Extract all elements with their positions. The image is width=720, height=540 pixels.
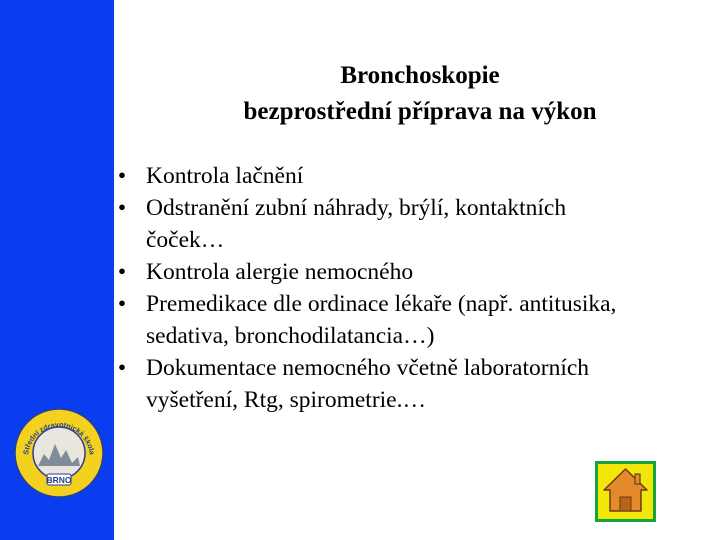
logo-ring-text: Střední zdravotnická škola [21,419,97,456]
bullet-list [112,160,712,416]
bullet-text-line: čoček… [146,227,225,253]
bullet-text-line: Premedikace dle ordinace lékaře (např. antitusika, [146,291,617,317]
bullet-dot: • [117,259,127,285]
bullet-item [112,192,712,256]
bullet-text-line: vyšetření, Rtg, spirometrie.… [146,387,426,413]
bullet-text-line: Dokumentace nemocného včetně laboratorních [146,355,590,381]
bullet-text-line: sedativa, bronchodilatancia…) [146,323,435,349]
title-line-2: bezprostřední příprava na výkon [243,98,597,125]
school-logo [14,408,104,498]
logo-city: BRNO [46,475,72,485]
bullet-dot: • [117,355,127,381]
bullet-dot: • [117,291,127,317]
home-button[interactable] [595,461,656,522]
bullet-text-line: Kontrola lačnění [146,163,304,189]
bullet-text-line: Kontrola alergie nemocného [146,259,414,285]
slide-title [160,58,680,130]
bullet-item [112,160,712,192]
bullet-item [112,288,712,352]
title-line-1: Bronchoskopie [340,62,500,89]
bullet-item [112,352,712,416]
bullet-item [112,256,712,288]
bullet-dot: • [117,195,127,221]
bullet-text-line: Odstranění zubní náhrady, brýlí, kontaktních [146,195,567,221]
bullet-dot: • [117,163,127,189]
